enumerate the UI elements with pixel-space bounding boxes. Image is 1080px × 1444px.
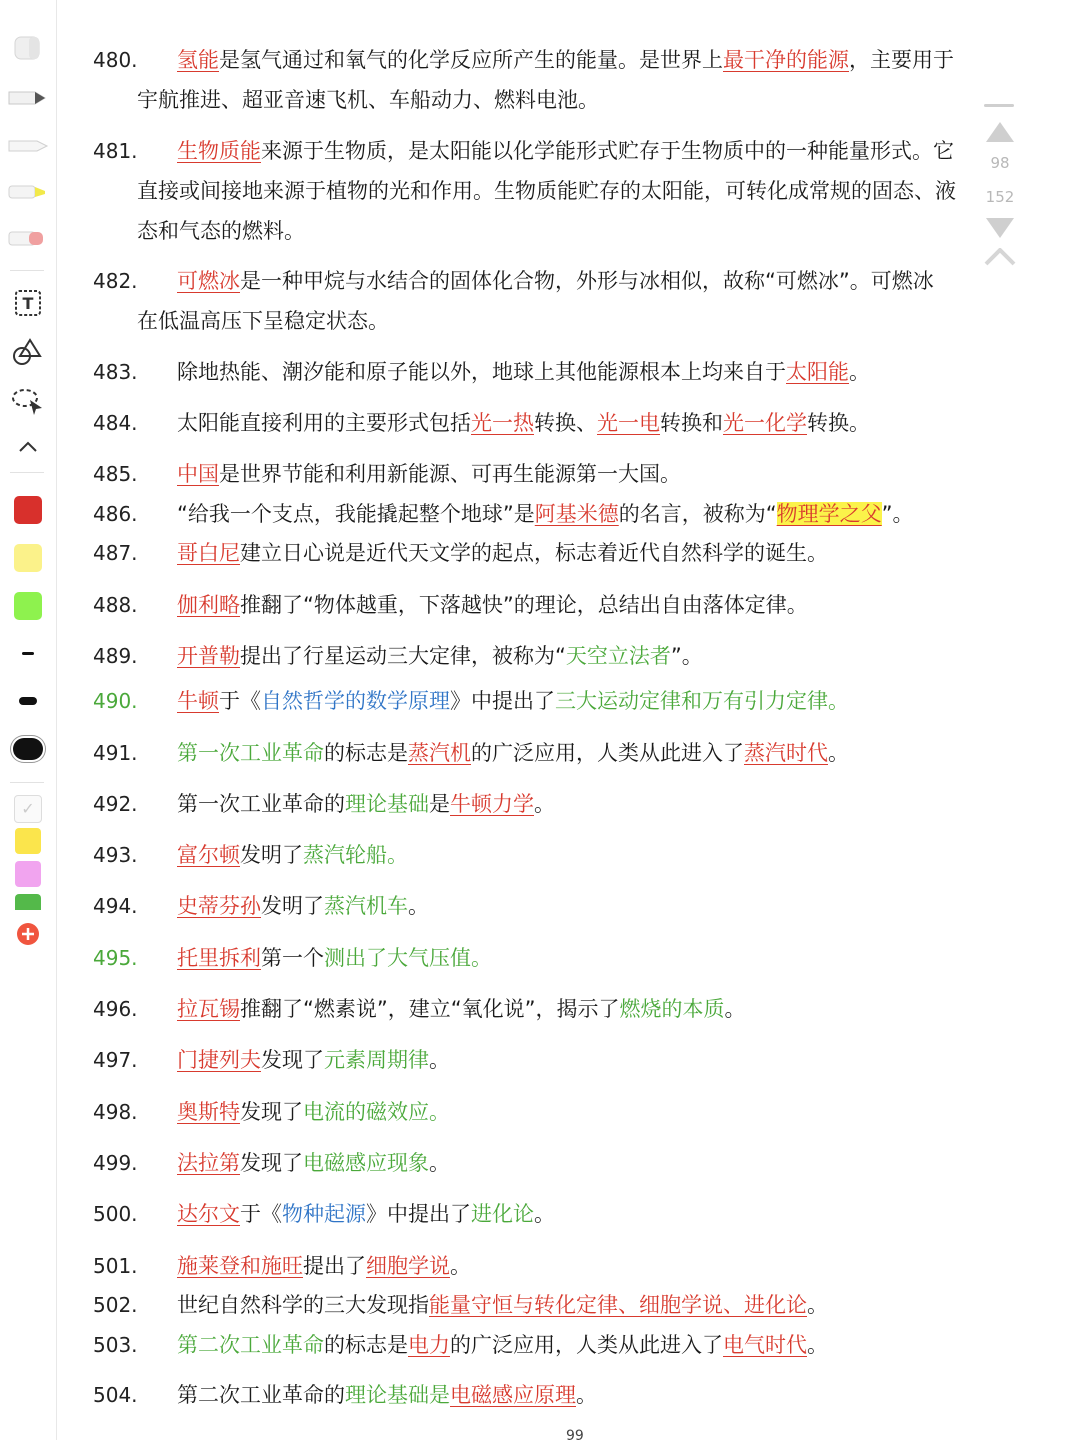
sentence: “给我一个支点，我能撬起整个地球”是 — [177, 502, 535, 526]
item-number: 494. — [93, 894, 138, 918]
keyword: 阿基米德 — [534, 502, 619, 526]
keyword: 门捷列夫 — [177, 1048, 261, 1072]
page-down-icon[interactable] — [984, 214, 1016, 244]
page-number: 99 — [566, 1428, 584, 1444]
keyword: 太阳能 — [786, 360, 849, 384]
sentence: ”。 — [881, 502, 914, 526]
keyword: 托里拆利 — [177, 946, 261, 970]
sentence: 的标志是 — [324, 1333, 408, 1357]
sentence: 。 — [576, 1383, 597, 1407]
item-number: 480. — [93, 48, 138, 72]
sentence: 是氢气通过和氧气的化学反应所产生的能量。是世界上 — [219, 48, 723, 72]
list-item — [0, 533, 1080, 573]
list-item — [0, 1246, 1080, 1286]
list-item — [0, 886, 1080, 926]
list-item — [0, 494, 1080, 534]
item-number: 496. — [93, 997, 138, 1021]
green-keyword: 电磁感应现象 — [303, 1151, 429, 1175]
sentence: 直接或间接地来源于植物的光和作用。生物质能贮存的太阳能，可转化成常规的固态、液 — [137, 179, 956, 203]
keyword: 伽利略 — [177, 593, 240, 617]
total-pages: 152 — [985, 188, 1015, 206]
list-item — [0, 1143, 1080, 1183]
item-number: 497. — [93, 1048, 138, 1072]
sentence: 转换、 — [534, 411, 597, 435]
item-number: 491. — [93, 741, 138, 765]
list-item — [0, 585, 1080, 625]
list-item-continuation — [0, 301, 1080, 341]
sentence: 》中提出了 — [366, 1202, 471, 1226]
item-number: 481. — [93, 139, 138, 163]
green-keyword: 第二次工业革命 — [177, 1333, 324, 1357]
sentence: ，主要用于 — [849, 48, 954, 72]
sentence: 推翻了“燃素说”，建立“氧化说”，揭示了 — [240, 997, 620, 1021]
keyword: 可燃冰 — [177, 269, 240, 293]
item-number: 492. — [93, 792, 138, 816]
sentence: 发明了 — [261, 894, 324, 918]
list-item — [0, 1092, 1080, 1132]
sentence: 的标志是 — [324, 741, 408, 765]
item-number: 499. — [93, 1151, 138, 1175]
page-up-icon[interactable] — [984, 120, 1016, 150]
list-item — [0, 131, 1080, 171]
sentence: 于《 — [240, 1202, 282, 1226]
sentence: 发现了 — [240, 1151, 303, 1175]
green-keyword: 测出了大气压值。 — [324, 946, 492, 970]
last-page-icon[interactable] — [984, 248, 1016, 272]
list-item — [0, 989, 1080, 1029]
list-item — [0, 938, 1080, 978]
keyword: 法拉第 — [177, 1151, 240, 1175]
sentence: 。 — [429, 1151, 450, 1175]
green-keyword: 蒸汽机车 — [324, 894, 408, 918]
sentence: 发明了 — [240, 843, 303, 867]
highlighted-keyword: 物理学之父 — [776, 502, 882, 526]
item-number: 488. — [93, 593, 138, 617]
keyword: 蒸汽时代 — [744, 741, 828, 765]
keyword: 电力 — [408, 1333, 450, 1357]
sentence: 。 — [849, 360, 870, 384]
list-item — [0, 1375, 1080, 1415]
item-number: 485. — [93, 462, 138, 486]
sentence: 是 — [429, 792, 450, 816]
sentence: 的广泛应用，人类从此进入了 — [450, 1333, 723, 1357]
keyword: 生物质能 — [177, 139, 261, 163]
sentence: 。 — [534, 1202, 555, 1226]
keyword: 蒸汽机 — [408, 741, 471, 765]
list-item — [0, 835, 1080, 875]
list-item — [0, 1194, 1080, 1234]
list-item-continuation — [0, 211, 1080, 251]
sentence: 转换。 — [807, 411, 870, 435]
list-item — [0, 261, 1080, 301]
item-number: 498. — [93, 1100, 138, 1124]
keyword: 施莱登和施旺 — [177, 1254, 303, 1278]
item-number: 490. — [93, 689, 138, 713]
green-keyword: 燃烧的本质 — [619, 997, 725, 1021]
sentence: 宇航推进、超亚音速飞机、车船动力、燃料电池。 — [137, 88, 599, 112]
green-keyword: 电流的磁效应。 — [303, 1100, 450, 1124]
list-item — [0, 1285, 1080, 1325]
sentence: 。 — [450, 1254, 471, 1278]
sentence: 除地热能、潮汐能和原子能以外，地球上其他能源根本上均来自于 — [177, 360, 786, 384]
list-item-continuation — [0, 171, 1080, 211]
keyword: 电磁感应原理 — [450, 1383, 576, 1407]
keyword: 最干净的能源 — [723, 48, 849, 72]
keyword: 中国 — [177, 462, 219, 486]
sentence: 是世界节能和利用新能源、可再生能源第一大国。 — [219, 462, 681, 486]
green-keyword: 天空立法者 — [565, 644, 671, 668]
blue-keyword: 物种起源 — [282, 1202, 366, 1226]
sentence: 发现了 — [261, 1048, 324, 1072]
keyword: 牛顿 — [177, 689, 219, 713]
keyword: 奥斯特 — [177, 1100, 240, 1124]
green-keyword: 进化论 — [471, 1202, 534, 1226]
item-number: 501. — [93, 1254, 138, 1278]
sentence: 。 — [807, 1333, 828, 1357]
green-keyword: 理论基础是 — [345, 1383, 450, 1407]
sentence: 于《 — [219, 689, 261, 713]
drag-handle[interactable] — [984, 104, 1014, 107]
sentence: 是一种甲烷与水结合的固体化合物，外形与冰相似，故称“可燃冰”。可燃冰 — [240, 269, 934, 293]
list-item — [0, 681, 1080, 721]
list-item — [0, 352, 1080, 392]
item-number: 504. — [93, 1383, 138, 1407]
current-page: 98 — [990, 154, 1010, 172]
item-number: 493. — [93, 843, 138, 867]
item-number: 489. — [93, 644, 138, 668]
sentence: 提出了 — [303, 1254, 366, 1278]
keyword: 光一化学 — [723, 411, 807, 435]
list-item — [0, 636, 1080, 676]
checkbox-swatch[interactable]: ✓ — [0, 795, 56, 823]
keyword: 拉瓦锡 — [177, 997, 240, 1021]
sentence: 来源于生物质，是太阳能以化学能形式贮存于生物质中的一种能量形式。它 — [261, 139, 954, 163]
sentence: 的广泛应用，人类从此进入了 — [471, 741, 744, 765]
keyword: 能量守恒与转化定律、细胞学说、进化论 — [429, 1293, 807, 1317]
blue-keyword: 自然哲学的数学原理 — [261, 689, 450, 713]
list-item — [0, 40, 1080, 80]
sentence: 推翻了“物体越重，下落越快”的理论，总结出自由落体定律。 — [240, 593, 808, 617]
green-keyword: 三大运动定律和万有引力定律。 — [555, 689, 849, 713]
sentence: 第一个 — [261, 946, 324, 970]
sentence: 》中提出了 — [450, 689, 555, 713]
item-number: 482. — [93, 269, 138, 293]
list-item — [0, 733, 1080, 773]
keyword: 氢能 — [177, 48, 219, 72]
keyword: 光一热 — [471, 411, 534, 435]
sentence: 第二次工业革命的 — [177, 1383, 345, 1407]
sentence: 态和气态的燃料。 — [137, 219, 305, 243]
item-number: 483. — [93, 360, 138, 384]
list-item — [0, 403, 1080, 443]
keyword: 富尔顿 — [177, 843, 240, 867]
keyword: 电气时代 — [723, 1333, 807, 1357]
list-item — [0, 1040, 1080, 1080]
item-number: 487. — [93, 541, 138, 565]
sentence: 建立日心说是近代天文学的起点，标志着近代自然科学的诞生。 — [240, 541, 828, 565]
item-number: 500. — [93, 1202, 138, 1226]
green-keyword: 第一次工业革命 — [177, 741, 324, 765]
sentence: ”。 — [670, 644, 703, 668]
sentence: 的名言，被称为“ — [618, 502, 777, 526]
page-navigator — [980, 96, 1024, 276]
sentence: 。 — [828, 741, 849, 765]
keyword: 达尔文 — [177, 1202, 240, 1226]
item-number: 486. — [93, 502, 138, 526]
list-item-continuation — [0, 80, 1080, 120]
keyword: 牛顿力学 — [450, 792, 534, 816]
list-item — [0, 784, 1080, 824]
green-keyword: 理论基础 — [345, 792, 429, 816]
sentence: 太阳能直接利用的主要形式包括 — [177, 411, 471, 435]
sentence: 转换和 — [660, 411, 723, 435]
keyword: 哥白尼 — [177, 541, 240, 565]
item-number: 495. — [93, 946, 138, 970]
green-keyword: 蒸汽轮船。 — [303, 843, 408, 867]
keyword: 开普勒 — [177, 644, 240, 668]
keyword: 细胞学说 — [366, 1254, 450, 1278]
sentence: 提出了行星运动三大定律，被称为“ — [240, 644, 566, 668]
sentence: 。 — [724, 997, 746, 1021]
item-number: 503. — [93, 1333, 138, 1357]
keyword: 史蒂芬孙 — [177, 894, 261, 918]
keyword: 光一电 — [597, 411, 660, 435]
sentence: 第一次工业革命的 — [177, 792, 345, 816]
sentence: 。 — [408, 894, 429, 918]
item-number: 502. — [93, 1293, 138, 1317]
sentence: 。 — [429, 1048, 450, 1072]
sentence: 在低温高压下呈稳定状态。 — [137, 309, 389, 333]
sentence: 。 — [807, 1293, 828, 1317]
sentence: 。 — [534, 792, 555, 816]
green-keyword: 元素周期律 — [324, 1048, 429, 1072]
sentence: 发现了 — [240, 1100, 303, 1124]
svg-text:T: T — [22, 294, 34, 313]
sentence: 世纪自然科学的三大发现指 — [177, 1293, 429, 1317]
item-number: 484. — [93, 411, 138, 435]
list-item — [0, 1325, 1080, 1365]
list-item — [0, 454, 1080, 494]
